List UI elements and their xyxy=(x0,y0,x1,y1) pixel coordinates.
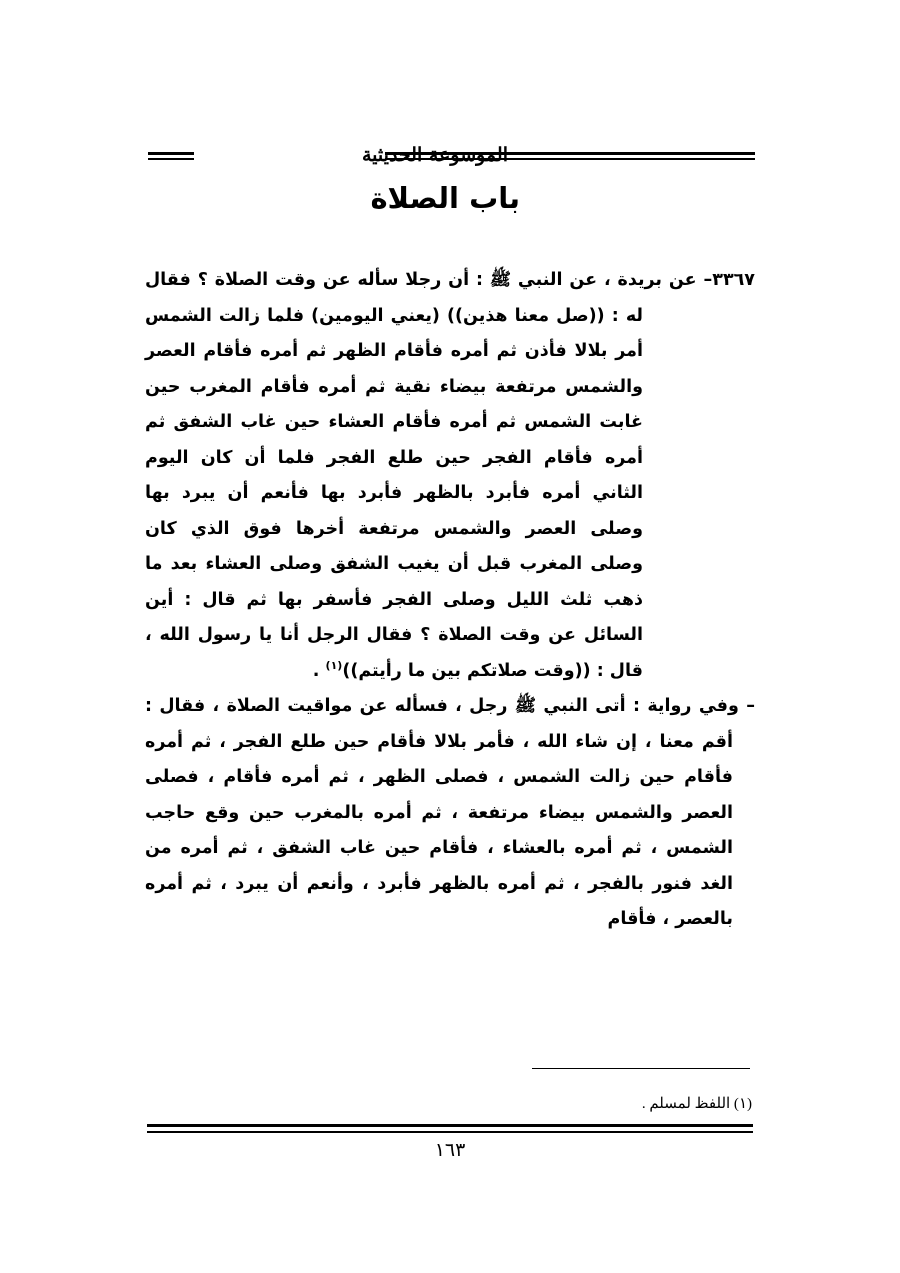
footnote-separator xyxy=(532,1068,750,1069)
variant-entry xyxy=(145,689,755,938)
variant-text: وفي رواية : أتى النبي ﷺ رجل ، فسأله عن مواقيت الصلاة ، فقال : أقم معنا ، إن شاء الله ، فأمر بلالا فأقام حين طلع الفجر ، ثم أمره فأقام حين زالت الشمس ، فصلى الظهر ، ثم أمره فأقام ، فصلى العصر والشمس بيضاء مرتفعة ، ثم أمره بالمغرب حين وقع حاجب الشمس ، ثم أمره بالعشاء ، فأقام حين غاب الشفق ، ثم أمره من الغد فنور بالفجر ، ثم أمره بالظهر فأبرد ، وأنعم أن يبرد ، ثم أمره بالعصر ، فأقام xyxy=(145,696,739,929)
hadith-entry xyxy=(145,263,755,689)
page-number: ١٦٣ xyxy=(434,1140,466,1161)
chapter-title: باب الصلاة xyxy=(370,181,520,215)
footnote: (١) اللفظ لمسلم . xyxy=(641,1096,752,1112)
header-rule-left xyxy=(148,152,194,160)
hadith-text: عن بريدة ، عن النبي ﷺ : أن رجلا سأله عن وقت الصلاة ؟ فقال له : ((صل معنا هذين)) (يعني اليومين) فلما زالت الشمس أمر بلالا فأذن ثم أمره فأقام الظهر ثم أمره فأقام العصر والشمس مرتفعة بيضاء نقية ثم أمره فأقام المغرب حين غابت الشمس ثم أمره فأقام العشاء حين غاب الشفق ثم أمره فأقام الفجر حين طلع الفجر فلما أن كان اليوم الثاني أمره فأبرد بالظهر فأبرد بها فأنعم أن يبرد بها وصلى العصر والشمس مرتفعة أخرها فوق الذي كان وصلى المغرب قبل أن يغيب الشفق وصلى العشاء بعد ما ذهب ثلث الليل وصلى الفجر فأسفر بها ثم قال : أين السائل عن وقت الصلاة ؟ فقال الرجل أنا يا رسول الله ، قال : ((وقت صلاتكم بين ما رأيتم)) xyxy=(145,270,697,681)
footnote-marker: (١) xyxy=(325,658,343,672)
footer-rule xyxy=(147,1124,753,1133)
running-title: الموسوعة الحديثية xyxy=(362,144,508,166)
main-text xyxy=(145,263,755,938)
hadith-end: . xyxy=(312,660,326,681)
variant-dash: – xyxy=(746,696,755,716)
hadith-number: ٣٣٦٧– xyxy=(703,270,755,290)
running-header xyxy=(148,140,755,170)
